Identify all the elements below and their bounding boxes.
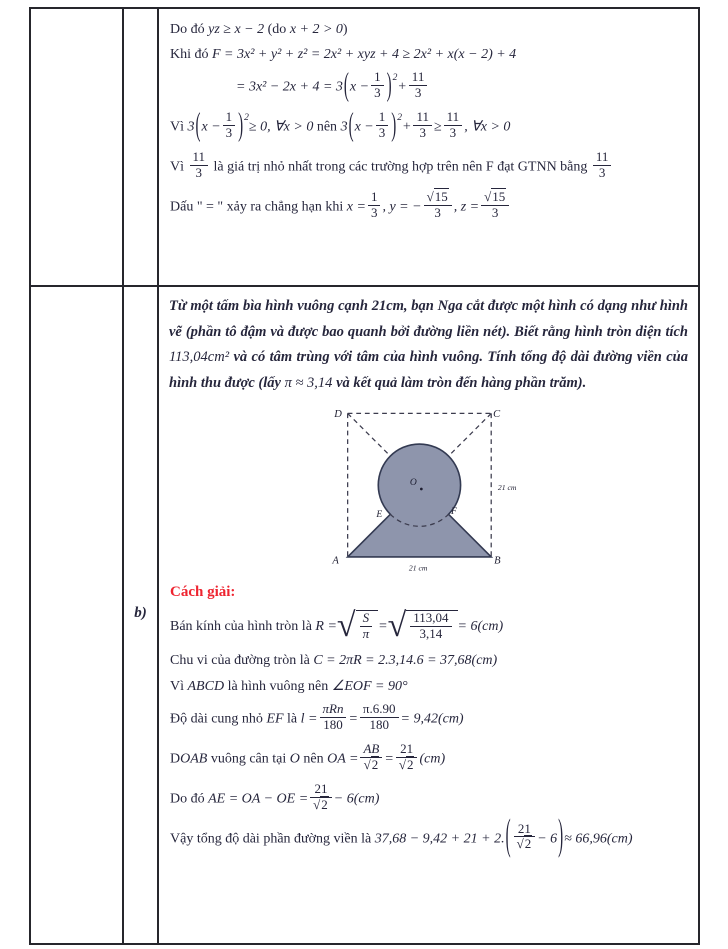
radical-sign: √ <box>398 756 406 772</box>
right-paren: ) <box>558 814 564 861</box>
math-run: x = <box>346 199 366 215</box>
fraction-numerator: 113,04 <box>413 610 449 625</box>
radical <box>399 756 415 772</box>
center-dot <box>420 488 423 491</box>
fraction <box>409 70 428 101</box>
text-run: Khi đó <box>170 47 212 62</box>
label-F: F <box>450 505 457 517</box>
label-C: C <box>492 409 500 421</box>
fraction <box>368 190 381 221</box>
left-paren: ( <box>343 69 349 104</box>
fraction-numerator: 11 <box>446 108 460 124</box>
fraction-denominator: 3,14 <box>410 626 451 642</box>
text-run: Vì <box>170 159 188 175</box>
side-length-label-bottom: 21 cm <box>408 563 427 573</box>
inline-math: 113,04cm² <box>169 349 230 365</box>
math-run: + <box>401 119 412 135</box>
fraction-numerator: 11 <box>595 148 609 164</box>
left-paren: ( <box>505 814 511 861</box>
solution-a-line-5 <box>170 148 686 183</box>
fraction-numerator <box>481 190 509 205</box>
text-run: Chu vi của đường tròn là <box>170 652 314 668</box>
fraction <box>310 782 332 813</box>
fraction-denominator: 3 <box>413 125 432 141</box>
right-paren: ) <box>238 109 244 144</box>
fraction-denominator <box>360 757 382 773</box>
radical-sign: √ <box>363 756 371 772</box>
math-run: (cm) <box>419 751 446 767</box>
fraction <box>376 110 389 141</box>
text-run: ) <box>342 22 348 37</box>
math-run: AE = OA − OE = <box>208 791 309 807</box>
fraction <box>413 110 432 141</box>
fraction-numerator: 1 <box>378 108 386 124</box>
math-run: EF <box>266 711 284 727</box>
solution-a-cell <box>159 9 698 285</box>
solution-b-line-5 <box>170 740 686 775</box>
fraction-numerator: 1 <box>370 188 378 204</box>
problem-b-cell <box>159 287 698 943</box>
solution-a-line-4 <box>170 108 686 144</box>
solution-b-line-7 <box>170 814 686 861</box>
empty-cell-col2-a <box>124 9 159 285</box>
fraction-denominator: 3 <box>376 125 389 141</box>
fraction-numerator: 11 <box>411 69 425 84</box>
solution-b-cell <box>159 607 698 861</box>
solution-b-line-2 <box>170 653 686 669</box>
part-cell-b <box>124 287 159 943</box>
fraction-denominator <box>396 757 418 773</box>
solution-b-line-6 <box>170 780 686 815</box>
fraction-denominator <box>310 797 332 813</box>
radical <box>427 188 449 204</box>
radical <box>484 188 506 204</box>
radicand: 2 <box>406 756 414 772</box>
label-D: D <box>333 409 342 421</box>
solution-b-line-1 <box>170 607 686 645</box>
math-run: + <box>397 79 407 95</box>
math-run: F = 3x² + y² + z² = 2x² + xyz + 4 ≥ 2x² + x(x − 2) + 4 <box>212 47 517 62</box>
math-run: = 3x² − 2x + 4 = 3 <box>236 79 343 95</box>
math-run: 3 <box>340 119 348 135</box>
math-run: = 6(cm) <box>457 619 504 635</box>
label-B: B <box>493 555 501 567</box>
geometry-figure <box>305 400 553 578</box>
radical <box>336 607 378 645</box>
inline-math: π ≈ 3,14 <box>284 374 333 391</box>
fraction-denominator: 3 <box>368 205 381 221</box>
fraction <box>593 150 612 181</box>
radicand <box>356 610 379 644</box>
table-row-b <box>31 285 698 943</box>
radical-sign: √ <box>516 836 524 852</box>
radicand: 15 <box>492 188 506 204</box>
solution-b-line-3 <box>170 678 686 695</box>
math-run: ABCD <box>187 678 225 694</box>
text-run: nên <box>313 119 341 135</box>
math-run: = <box>384 751 394 767</box>
fraction <box>360 611 373 642</box>
radical <box>364 756 380 772</box>
text-run: Do đó <box>170 22 209 37</box>
math-run: O <box>289 751 300 767</box>
math-run: 37,68 − 9,42 + 21 + 2. <box>374 831 505 847</box>
fraction-denominator: 3 <box>593 165 612 181</box>
fraction-denominator: 180 <box>320 717 347 733</box>
math-run: x − <box>201 119 221 135</box>
fraction-denominator: 3 <box>481 205 509 221</box>
fraction-denominator: 3 <box>424 205 452 221</box>
text-run: là hình vuông nên <box>224 678 332 694</box>
fraction-numerator: π.6.90 <box>362 700 396 716</box>
solution-a-line-3 <box>170 69 686 104</box>
text-run: Bán kính của hình tròn là <box>170 619 316 635</box>
fraction <box>360 742 382 773</box>
problem-text: và kết quả làm tròn đến hàng phần trăm). <box>332 374 587 391</box>
text-run: D <box>170 751 181 767</box>
math-run: ≥ 0, ∀x > 0 <box>248 119 314 135</box>
radicand: 2 <box>371 756 379 772</box>
math-run: = <box>378 619 388 635</box>
label-A: A <box>331 555 339 567</box>
radical-sign: √ <box>336 607 356 645</box>
text-run: Vì <box>170 119 188 135</box>
exponent: 2 <box>244 112 249 123</box>
fraction <box>514 822 536 853</box>
label-O: O <box>409 477 417 489</box>
text-run: là giá trị nhỏ nhất trong các trường hợp trên nên F đạt GTNN bằng <box>210 159 591 175</box>
worksheet-table <box>29 7 700 945</box>
math-run: x + 2 > 0 <box>289 22 343 37</box>
math-run: yz ≥ x − 2 <box>208 22 265 37</box>
fraction <box>424 190 452 221</box>
math-run: ∠EOF = 90° <box>331 678 408 694</box>
text-run: là <box>283 711 301 727</box>
fraction-denominator: 3 <box>371 85 384 101</box>
right-paren: ) <box>391 109 397 144</box>
text-run: Vậy tổng độ dài phần đường viền là <box>170 831 375 847</box>
fraction-denominator: 3 <box>190 165 209 181</box>
math-run: , y = − <box>382 199 422 215</box>
fraction-denominator: 3 <box>444 125 463 141</box>
math-run: 3 <box>187 119 195 135</box>
radical <box>387 607 458 645</box>
fraction-denominator: 3 <box>409 85 428 101</box>
text-run: Dấu " = " xảy ra chẳng hạn khi <box>170 199 347 215</box>
text-run: Vì <box>170 678 188 694</box>
math-run: , z = <box>453 199 480 215</box>
math-run: l = <box>300 711 318 727</box>
radicand: 15 <box>434 188 448 204</box>
math-run: = 9,42(cm) <box>400 711 464 727</box>
empty-cell-col1-b <box>31 287 124 943</box>
fraction-numerator: 1 <box>225 108 233 124</box>
fraction-numerator: AB <box>363 740 380 756</box>
fraction-denominator: 180 <box>360 717 399 733</box>
fraction-numerator <box>424 190 452 205</box>
text-run: Do đó <box>170 791 209 807</box>
fraction <box>190 150 209 181</box>
left-paren: ( <box>348 109 354 144</box>
side-length-label-right: 21 cm <box>497 482 516 492</box>
fraction-numerator: 21 <box>517 820 531 836</box>
solution-a-line-6 <box>170 188 686 223</box>
fraction-numerator: S <box>362 610 370 625</box>
math-run: − 6 <box>537 831 558 847</box>
fraction-numerator: πRn <box>322 700 344 716</box>
radical <box>313 796 329 812</box>
problem-text: và có tâm trùng với tâm của hình vuông. Tính tổng độ dài đường viền của hình thu được (lấy <box>169 349 688 391</box>
radical-sign: √ <box>426 188 434 204</box>
solution-a-line-1 <box>170 22 686 38</box>
solution-heading: Cách giải: <box>170 584 236 600</box>
tangent-line-right <box>448 413 491 456</box>
text-run: vuông cân tại <box>207 751 290 767</box>
exponent: 2 <box>397 112 402 123</box>
fraction-numerator: 1 <box>374 69 381 84</box>
exponent: 2 <box>392 72 398 83</box>
solution-a-line-2 <box>170 47 686 63</box>
math-run: ≥ <box>433 119 442 135</box>
fraction-numerator: 11 <box>416 108 429 124</box>
problem-text: Từ một tấm bìa hình vuông cạnh 21cm, bạn Nga cắt được một hình có dạng như hình vẽ (phần tô đậm và được bao quanh bởi đường liền nét). Biết rằng hình tròn diện tích <box>169 298 688 340</box>
fraction <box>444 110 463 141</box>
text-run: nên <box>299 751 328 767</box>
fraction-numerator: 21 <box>400 740 414 756</box>
fraction-denominator: π <box>360 626 373 642</box>
fraction <box>223 110 236 141</box>
math-run: x − <box>354 119 374 135</box>
radicand <box>406 610 457 644</box>
radical-sign: √ <box>484 188 492 204</box>
table-row-a <box>31 9 698 285</box>
tangent-line-left <box>347 413 390 456</box>
fraction <box>481 190 509 221</box>
part-b-label: b) <box>134 605 147 621</box>
solution-b-line-4 <box>170 700 686 735</box>
fraction <box>410 611 451 642</box>
problem-statement <box>159 287 698 396</box>
math-run: ≈ 66,96(cm) <box>564 831 633 847</box>
left-paren: ( <box>195 109 201 144</box>
fraction-numerator: 11 <box>192 148 206 164</box>
label-E: E <box>375 508 382 520</box>
fraction-denominator <box>514 836 536 852</box>
right-paren: ) <box>386 69 392 104</box>
radical <box>517 835 533 851</box>
math-run: OAB <box>180 751 208 767</box>
math-run: = <box>348 711 358 727</box>
radical-sign: √ <box>387 607 407 645</box>
math-run: R = <box>315 619 337 635</box>
math-run: − 6(cm) <box>333 791 380 807</box>
math-run: , ∀x > 0 <box>464 119 511 135</box>
fraction-denominator: 3 <box>223 125 236 141</box>
fraction <box>396 742 418 773</box>
math-run: x − <box>349 79 370 95</box>
empty-cell-col1-a <box>31 9 124 285</box>
fraction <box>371 70 384 101</box>
text-run: (do <box>264 22 290 37</box>
math-run: OA = <box>327 751 359 767</box>
text-run: Độ dài cung nhỏ <box>170 711 267 727</box>
fraction <box>360 702 399 733</box>
radicand: 2 <box>524 836 532 852</box>
radical-sign: √ <box>313 796 321 812</box>
math-run: C = 2πR = 2.3,14.6 = 37,68(cm) <box>313 652 498 668</box>
fraction-numerator: 21 <box>314 780 328 796</box>
radicand: 2 <box>321 796 328 812</box>
fraction <box>320 702 347 733</box>
